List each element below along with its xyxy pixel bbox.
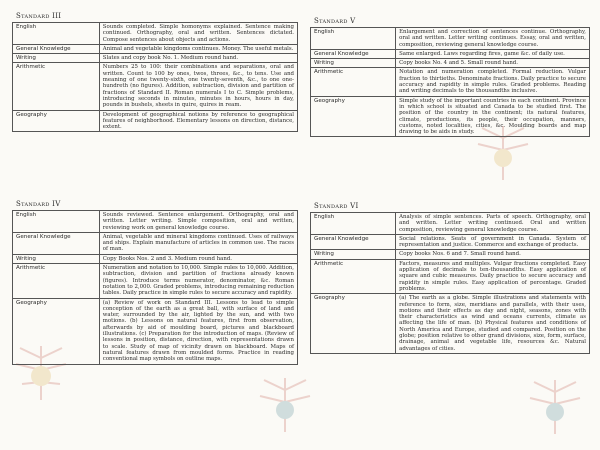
subject-cell: English xyxy=(311,213,396,235)
standard-title: Standard III xyxy=(16,12,62,20)
curriculum-table xyxy=(310,27,590,137)
table-row xyxy=(13,63,298,110)
description-cell: Enlargement and correction of sentences continue. Orthography, oral and written. Letter writing continues. Essay, oral and written, composition, reviewing general knowledge course. xyxy=(396,28,590,50)
watermark-emblem xyxy=(520,372,590,442)
standard-iv-block xyxy=(12,200,298,365)
description-cell: (a) Review of work on Standard III. Lessons to lead to simple conception of the earth as a great ball, with surface of land and water, surrounded by the air, lighted by the sun, and with two motions. (b) Lessons on natural features, first from observation, afterwards by aid of moulding board, pictures and blackboard illustrations. (c) Preparation for the introduction of maps. (Review of lessons in position, distance, direction, with representations drawn to scale. Study of map of vicinity drawn on blackboard. Maps of natural features drawn from moulded forms. Practice in reading conventional map symbols on outline maps. xyxy=(99,298,297,364)
subject-cell: Geography xyxy=(311,294,396,354)
table-row xyxy=(13,298,298,364)
description-cell: Development of geographical notions by reference to geographical features of neighborhood. Elementary lessons on direction, distance, extent. xyxy=(99,110,297,132)
standard-v-block xyxy=(310,17,590,137)
subject-cell: Geography xyxy=(13,110,100,132)
description-cell: Notation and numeration completed. Formal reduction. Vulgar fraction to thirtieths. Denominate fractions. Daily practice to secure accuracy and rapidity in simple rules. Graded problems. Reading and writing decimals to the thousandths inclusive. xyxy=(396,68,590,96)
subject-cell: English xyxy=(13,23,100,45)
description-cell: Slates and copy book No. 1. Medium round hand. xyxy=(99,54,297,63)
description-cell: Social relations. Seats of government in Canada. System of representation and justice. Commerce and exchange of products. xyxy=(396,234,590,250)
subject-cell: General Knowledge xyxy=(13,232,100,254)
subject-cell: Arithmetic xyxy=(311,259,396,293)
description-cell: Sounds reviewed. Sentence enlargement. Orthography, oral and written. Letter writing. Simple composition, oral and written, reviewing work on general knowledge course. xyxy=(99,211,297,233)
description-cell: Same enlarged. Laws regarding fires, game &c. of daily use. xyxy=(396,49,590,58)
table-row xyxy=(311,294,590,354)
table-row xyxy=(13,110,298,132)
description-cell: Simple study of the important countries in each continent. Province in which school is situated and Canada to be studied first. The position of the country in the continent; its natural features, climate, productions, its people, their occupation, manners, customs, noted localities, cities, &c. Moulding boards and map drawing to be aids in study. xyxy=(396,96,590,137)
standard-iii-block xyxy=(12,12,298,132)
subject-cell: Geography xyxy=(13,298,100,364)
curriculum-table xyxy=(12,210,298,365)
table-row xyxy=(311,28,590,50)
table-row xyxy=(311,68,590,96)
subject-cell: Writing xyxy=(13,254,100,263)
table-row xyxy=(311,250,590,259)
table-row xyxy=(13,23,298,45)
subject-cell: English xyxy=(311,28,396,50)
subject-cell: Writing xyxy=(13,54,100,63)
subject-cell: Writing xyxy=(311,250,396,259)
standard-vi-block xyxy=(310,202,590,354)
subject-cell: Geography xyxy=(311,96,396,137)
standard-title: Standard V xyxy=(314,17,356,25)
description-cell: Copy Books Nos. 2 and 3. Medium round hand. xyxy=(99,254,297,263)
subject-cell: Writing xyxy=(311,59,396,68)
description-cell: Numbers 25 to 100: their combinations and separations, oral and written. Count to 100 by ones, twos, threes, &c., to tens. Use and meaning of one twenty-sixth, one twenty-seventh, &c., to one one-hundreth (no figures). Addition, subtraction, division and partition of fractions of Standard II. Roman numerals I to C. Simple problems, introducing seconds in minutes, minutes in hours, hours in day, pounds in bushels, sheets in quire, quires in ream. xyxy=(99,63,297,110)
subject-cell: Arithmetic xyxy=(13,63,100,110)
description-cell: Factors, measures and multiples. Vulgar fractions completed. Easy application of decimals to ten-thousandths. Easy application of square and cubic measures. Daily practice to secure accuracy and rapidity in simple rules. Easy application of percentage. Graded problems. xyxy=(396,259,590,293)
table-row xyxy=(311,96,590,137)
description-cell: Numeration and notation to 10,000. Simple rules to 10,000. Addition, subtraction, division and partition of fractions already known (figures). Introduce terms numerator, denominator, &c. Roman notation to 2,000. Graded problems, introducing remaining reduction tables. Daily practice in simple rules to secure accuracy and rapidity. xyxy=(99,264,297,298)
table-row xyxy=(311,259,590,293)
table-row xyxy=(13,264,298,298)
subject-cell: Arithmetic xyxy=(13,264,100,298)
table-row xyxy=(13,54,298,63)
subject-cell: General Knowledge xyxy=(311,234,396,250)
description-cell: Copy books Nos. 6 and 7. Small round hand. xyxy=(396,250,590,259)
description-cell: Copy books No. 4 and 5. Small round hand. xyxy=(396,59,590,68)
description-cell: (a) The earth as a globe. Simple illustrations and statements with reference to form, size, meridians and parallels, with their uses, motions and their effects as day and night, seasons, zones with their characteristics as wind and oceans currents, climate as affecting the life of man. (b) Physical features and conditions of North America and Europe, studied and compared. Position on the globe; position relative to other grand divisions, size, form, surface, drainage, animal and vegetable life, resources &c. Natural advantages of cities. xyxy=(396,294,590,354)
subject-cell: English xyxy=(13,211,100,233)
description-cell: Animal, vegetable and mineral kingdoms continued. Uses of railways and ships. Explain manufacture of articles in common use. The races of man. xyxy=(99,232,297,254)
standard-title: Standard IV xyxy=(16,200,61,208)
table-row xyxy=(311,234,590,250)
description-cell: Sounds completed. Simple homonyms explained. Sentence making continued. Orthography, oral and written. Sentences dictated. Compose sentences about objects and actions. xyxy=(99,23,297,45)
description-cell: Analysis of simple sentences. Parts of speech. Orthography, oral and written. Letter writing continued. Oral and written composition, reviewing general knowledge course. xyxy=(396,213,590,235)
description-cell: Animal and vegetable kingdoms continues. Money. The useful metals. xyxy=(99,44,297,53)
watermark-emblem xyxy=(250,370,320,440)
table-row xyxy=(311,213,590,235)
curriculum-table xyxy=(310,212,590,354)
subject-cell: General Knowledge xyxy=(311,49,396,58)
curriculum-table xyxy=(12,22,298,132)
table-row xyxy=(13,232,298,254)
table-row xyxy=(311,59,590,68)
subject-cell: Arithmetic xyxy=(311,68,396,96)
table-row xyxy=(13,254,298,263)
table-row xyxy=(311,49,590,58)
table-row xyxy=(13,211,298,233)
subject-cell: General Knowledge xyxy=(13,44,100,53)
standard-title: Standard VI xyxy=(314,202,359,210)
table-row xyxy=(13,44,298,53)
